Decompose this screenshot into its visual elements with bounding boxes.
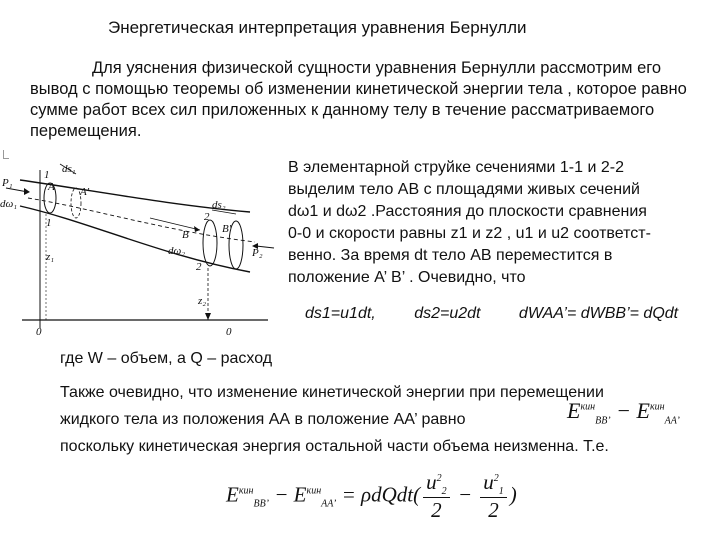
final-minus: −	[452, 482, 478, 507]
eq-volume: dWAA’= dWBB’= dQdt	[518, 305, 679, 322]
right-text-line: положение A’ B’ . Очевидно, что	[288, 269, 526, 286]
label-p2: P₂	[252, 247, 263, 259]
kin-e2-sub: AA’	[664, 415, 680, 427]
u1-sub: 1	[498, 486, 504, 498]
also-line-1: Также очевидно, что изменение кинетической энергии при перемещении	[60, 384, 604, 401]
final-lhs-sub: BB’	[253, 498, 270, 510]
u1-sup: 2	[493, 473, 499, 484]
kin-e2: E	[636, 398, 650, 423]
u1-symbol: u	[483, 470, 494, 494]
intro-text: Для уяснения физической сущности уравнения Бернулли рассмотрим его вывод с помощью теоремы об изменении кинетической энергии тела , которое равно сумме работ всех сил приложенных к данному телу в течение рассматриваемого перемещения.	[30, 59, 687, 140]
eq-ds2: ds2=u2dt	[414, 305, 481, 322]
kin-e1-sub: BB’	[595, 415, 611, 427]
label-ds2: ds₂	[212, 199, 226, 211]
tube-lower-boundary	[20, 206, 250, 272]
kin-e1: E	[567, 398, 581, 423]
right-text-line: венно. За время dt тело АВ переместится в	[288, 247, 613, 264]
fraction-u1	[480, 470, 507, 523]
label-dw1: dω₁	[0, 198, 18, 210]
right-text-line: 0-0 и скорости равны z1 и z2 , u1 и u2 соответст-	[288, 225, 651, 242]
label-section-2-top: 2	[204, 211, 210, 223]
fraction-u2	[423, 470, 450, 523]
intro-paragraph	[30, 58, 695, 142]
right-text-block	[288, 157, 698, 289]
eq-ds1: ds1=u1dt,	[305, 305, 376, 322]
label-z1: z₁	[46, 251, 55, 263]
label-a: A	[48, 181, 55, 193]
fraction-u2-num	[423, 470, 450, 498]
kin-minus: −	[610, 398, 637, 423]
right-text-line: dω1 и dω2 .Расстояния до плоскости сравнения	[288, 203, 647, 220]
section-b-prime-ellipse	[229, 221, 243, 269]
label-section-1-bottom: 1	[46, 217, 52, 229]
final-lhs-sup: кин	[238, 485, 254, 497]
kinetic-energy-difference	[567, 398, 680, 426]
label-dw2: dω₂	[168, 245, 186, 257]
flow-arrow-line	[150, 218, 200, 230]
u2-sub: 2	[441, 486, 447, 498]
label-b: B	[182, 229, 189, 241]
u2-sup: 2	[436, 473, 442, 484]
label-section-1-top: 1	[44, 169, 50, 181]
fraction-u1-num	[480, 470, 507, 498]
final-mid: − E	[269, 482, 307, 507]
label-zero-right: 0	[226, 326, 232, 338]
right-text-line: выделим тело АВ с площадями живых сечений	[288, 181, 640, 198]
also-line-3: поскольку кинетическая энергия остальной части объема неизменна. Т.е.	[60, 438, 609, 455]
final-close: )	[509, 482, 517, 507]
also-line-2: жидкого тела из положения АА в положение АА’ равно	[60, 411, 466, 428]
label-b-prime: B'	[222, 223, 232, 235]
final-eq: = ρdQdt(	[336, 482, 421, 507]
right-text-line: В элементарной струйке сечениями 1-1 и 2-2	[288, 159, 624, 176]
label-section-2-bottom: 2	[196, 261, 202, 273]
z2-arrow-head	[205, 313, 211, 320]
label-zero-left: 0	[36, 326, 42, 338]
label-z2: z₂	[198, 295, 207, 307]
final-mid-sup: кин	[306, 485, 322, 497]
fraction-u2-den: 2	[431, 498, 442, 523]
fraction-u1-den: 2	[488, 498, 499, 523]
where-line: где W – объем, а Q – расход	[60, 350, 273, 367]
kin-e1-sup: кин	[580, 401, 596, 413]
label-p1: P₁	[2, 177, 13, 189]
label-ds1: ds₁	[62, 163, 76, 175]
p1-arrow-head	[24, 188, 30, 195]
final-lhs: E	[226, 482, 239, 507]
slide-title: Энергетическая интерпретация уравнения Бернулли	[108, 18, 527, 37]
displacement-equations	[305, 305, 712, 323]
flow-arrow-head	[194, 226, 200, 232]
final-mid-sub: AA’	[321, 498, 337, 510]
kin-e2-sup: кин	[649, 401, 665, 413]
label-a-prime: A'	[80, 186, 90, 198]
stream-tube-diagram	[0, 150, 285, 340]
final-formula	[226, 470, 517, 523]
u2-symbol: u	[426, 470, 437, 494]
section-2-ellipse	[203, 220, 217, 266]
